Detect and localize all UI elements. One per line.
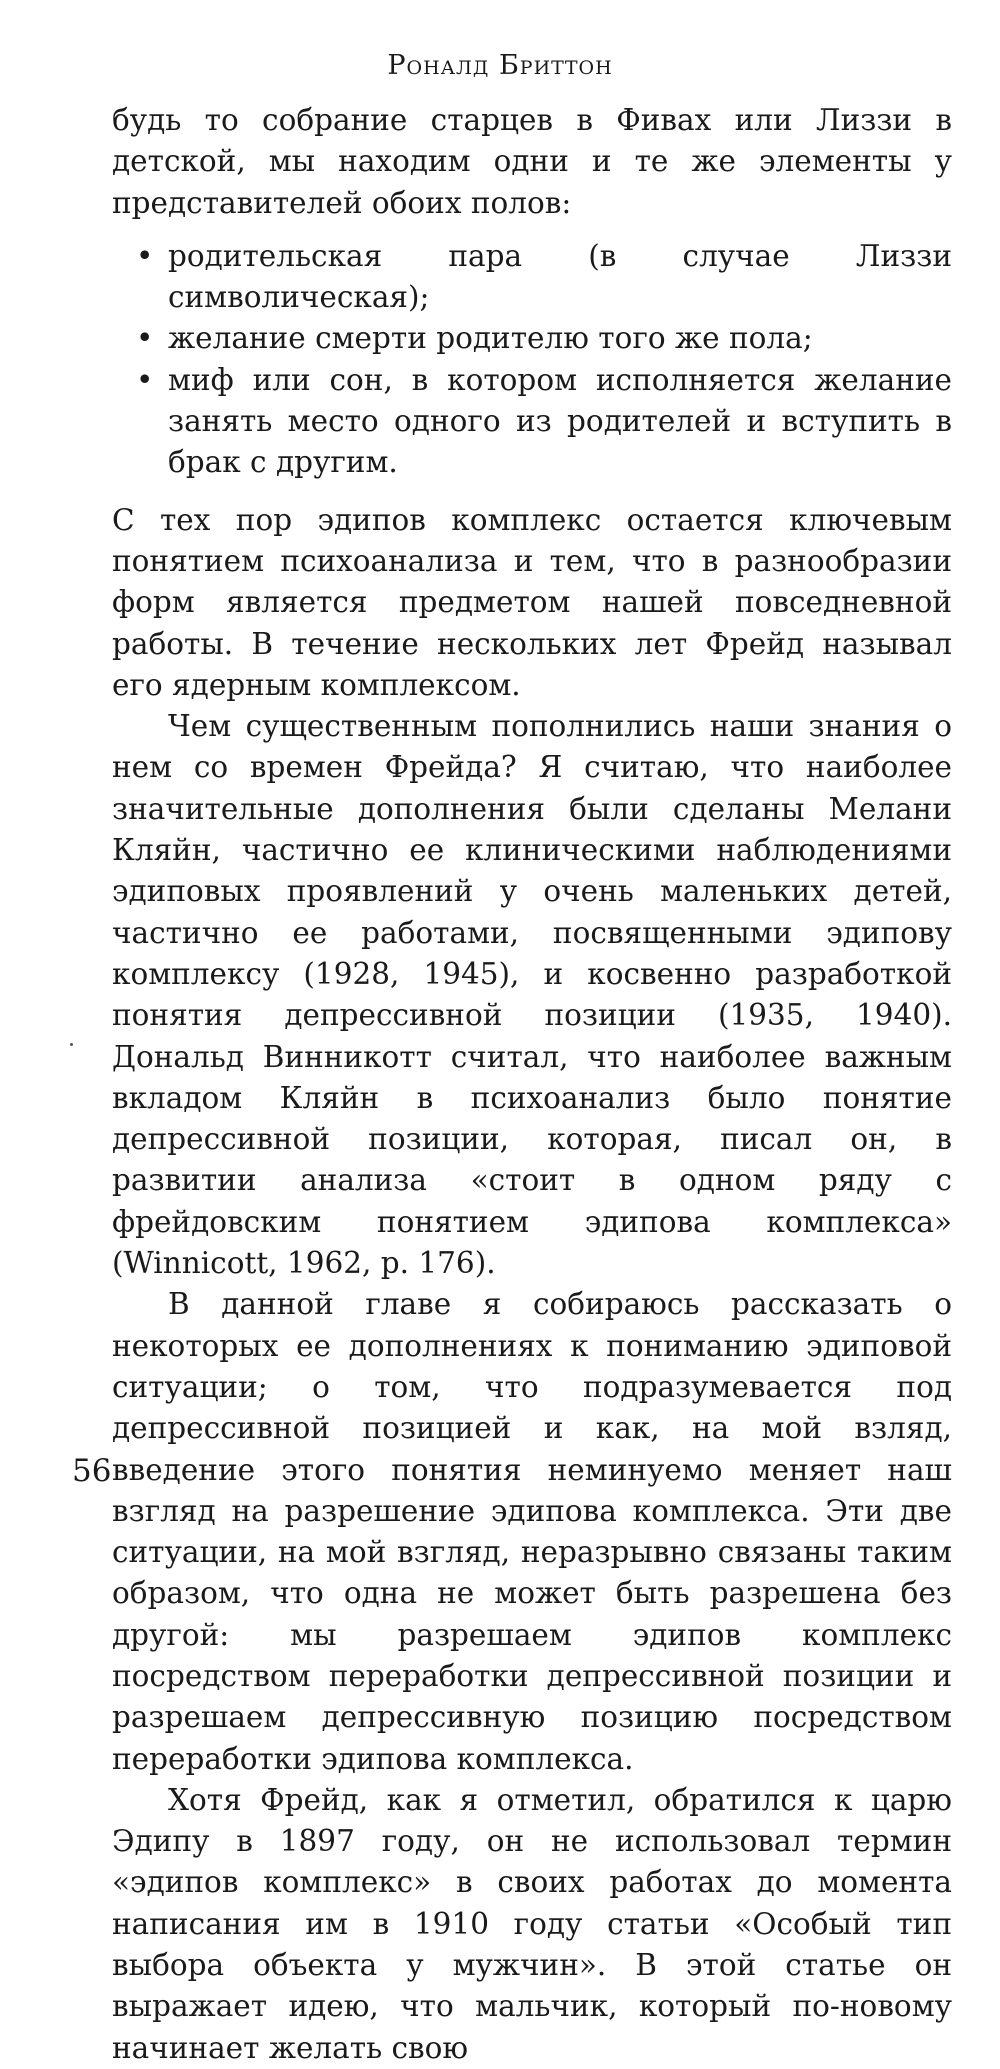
paragraph: В данной главе я собираюсь рассказать о некоторых ее дополнениях к пониманию эдиповой ситуации; о том, что подразумевается под депрессивной позицией и как, на мой взляд, введение этого понятия неминуемо меняет наш взгляд на разрешение эдипова комплекса. Эти две ситуации, на мой взгляд, неразрывно связаны таким образом, что одна не может быть разрешена без другой: мы разрешаем эдипов комплекс посредством переработки депрессивной позиции и разрешаем депрессивную позицию посредством переработки эдипова комплекса. [112,1287,952,1776]
list-item [112,318,952,359]
bullet-marker: • [136,362,154,397]
bullet-marker: • [136,321,154,356]
list-item [112,236,952,319]
paragraph: Хотя Фрейд, как я отметил, обратился к царю Эдипу в 1897 году, он не использовал термин «эдипов комплекс» в своих работах до момента написания им в 1910 году статьи «Особый тип выбора объекта у мужчин». В этой статье он выражает идею, что мальчик, который по-новому начинает желать свою [112,1782,952,2065]
print-speck [70,1043,73,1046]
paragraph: С тех пор эдипов комплекс остается ключевым понятием психоанализа и тем, что в разнообразии форм является предметом нашей повседневной работы. В течение нескольких лет Фрейд называл его ядерным комплексом. [112,502,952,702]
intro-paragraph: будь то собрание старцев в Фивах или Лиззи в детской, мы находим одни и те же элементы у представителей обоих полов: [112,103,952,220]
paragraph: Чем существенным пополнились наши знания о нем со времен Фрейда? Я считаю, что наиболее значительные дополнения были сделаны Мелани Кляйн, частично ее клиническими наблюдениями эдиповых проявлений у очень маленьких детей, частично ее работами, посвященными эдипову комплексу (1928, 1945), и косвенно разработкой понятия депрессивной позиции (1935, 1940). Дональд Винникотт считал, что наиболее важным вкладом Кляйн в психоанализ было понятие депрессивной позиции, которая, писал он, в развитии анализа «стоит в одном ряду с фрейдовским понятием эдипова комплекса» (Winnicott, 1962, p. 176). [112,709,952,1281]
list-item-text: миф или сон, в котором исполняется желание занять место одного из родителей и вступить в брак с другим. [168,362,952,480]
list-item-text: родительская пара (в случае Лиззи символическая); [168,238,952,315]
list-item-text: желание смерти родителю того же пола; [168,321,813,356]
list-item [112,360,952,484]
body-text [112,100,952,2069]
running-head: Роналд Бриттон [387,50,613,81]
bullet-marker: • [136,238,154,273]
bullet-list [112,236,952,484]
page-number: 56 [72,1453,112,1489]
